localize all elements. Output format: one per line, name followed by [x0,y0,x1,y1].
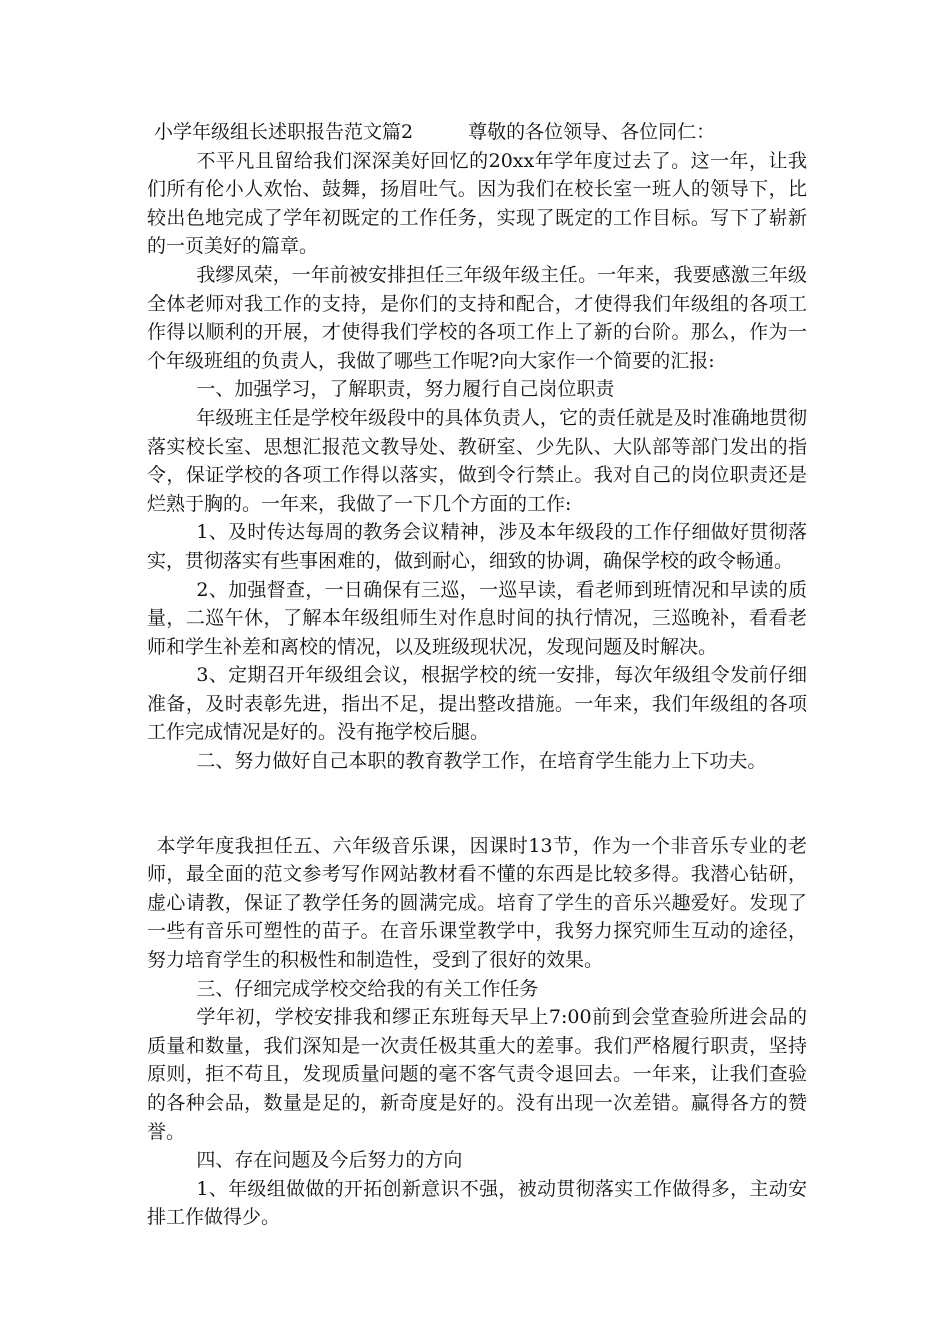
document-title: 小学年级组长述职报告范文篇2 [154,121,414,143]
salutation: 尊敬的各位领导、各位同仁： [468,121,716,143]
paragraph: 不平凡且留给我们深深美好回忆的20xx年学年度过去了。这一年，让我们所有伦小人欢怡、鼓舞，扬眉吐气。因为我们在校长室一班人的领导下，比较出色地完成了学年初既定的工作任务，实现了既定的工作目标。写下了崭新的一页美好的篇章。 [147,149,807,258]
paragraph: 我缪凤荣，一年前被安排担任三年级年级主任。一年来，我要感激三年级全体老师对我工作的支持，是你们的支持和配合，才使得我们年级组的各项工作得以顺利的开展，才使得我们学校的各项工作上了新的台阶。那么，作为一个年级班组的负责人，我做了哪些工作呢?向大家作一个简要的汇报: [147,263,807,372]
section-heading: 一、加强学习，了解职责，努力履行自己岗位职责 [196,378,615,401]
list-item: 1、年级组做做的开拓创新意识不强，被动贯彻落实工作做得多，主动安排工作做得少。 [147,1177,807,1229]
title-line [147,118,807,147]
list-item: 1、及时传达每周的教务会议精神，涉及本年级段的工作仔细做好贯彻落实，贯彻落实有些事困难的，做到耐心，细致的协调，确保学校的政令畅通。 [147,521,807,572]
list-item: 2、加强督查，一日确保有三巡，一巡早读，看老师到班情况和早读的质量，二巡午休，了解本年级组师生对作息时间的执行情况，三巡晚补，看看老师和学生补差和离校的情况，以及班级现状况，发现问题及时解决。 [147,578,807,658]
list-item: 3、定期召开年级组会议，根据学校的统一安排，每次年级组令发前仔细准备，及时表彰先进，指出不足，提出整改措施。一年来，我们年级组的各项工作完成情况是好的。没有拖学校后腿。 [147,664,807,744]
blank-gap [147,776,807,832]
paragraph: 本学年度我担任五、六年级音乐课，因课时13节，作为一个非音乐专业的老师，最全面的范文参考写作网站教材看不懂的东西是比较多得。我潜心钻研，虚心请教，保证了教学任务的圆满完成。培育了学生的音乐兴趣爱好。发现了一些有音乐可塑性的苗子。在音乐课堂教学中，我努力探究师生互动的途径，努力培育学生的积极性和制造性，受到了很好的效果。 [147,834,807,972]
section-heading: 四、存在问题及今后努力的方向 [196,1149,463,1172]
section-heading: 二、努力做好自己本职的教育教学工作，在培育学生能力上下功夫。 [196,750,767,773]
document-page [147,118,807,1232]
paragraph: 年级班主任是学校年级段中的具体负责人，它的责任就是及时准确地贯彻落实校长室、思想汇报范文教导处、教研室、少先队、大队部等部门发出的指令，保证学校的各项工作得以落实，做到令行禁止。我对自己的岗位职责还是烂熟于胸的。一年来，我做了一下几个方面的工作: [147,406,807,515]
section-heading: 三、仔细完成学校交给我的有关工作任务 [196,977,539,1000]
paragraph: 学年初，学校安排我和缪正东班每天早上7:00前到会堂查验所进会品的质量和数量，我们深知是一次责任极其重大的差事。我们严格履行职责，坚持原则，拒不苟且，发现质量问题的毫不客气责令退回去。一年来，让我们查验的各种会品，数量是足的，新奇度是好的。没有出现一次差错。赢得各方的赞誉。 [147,1006,807,1143]
